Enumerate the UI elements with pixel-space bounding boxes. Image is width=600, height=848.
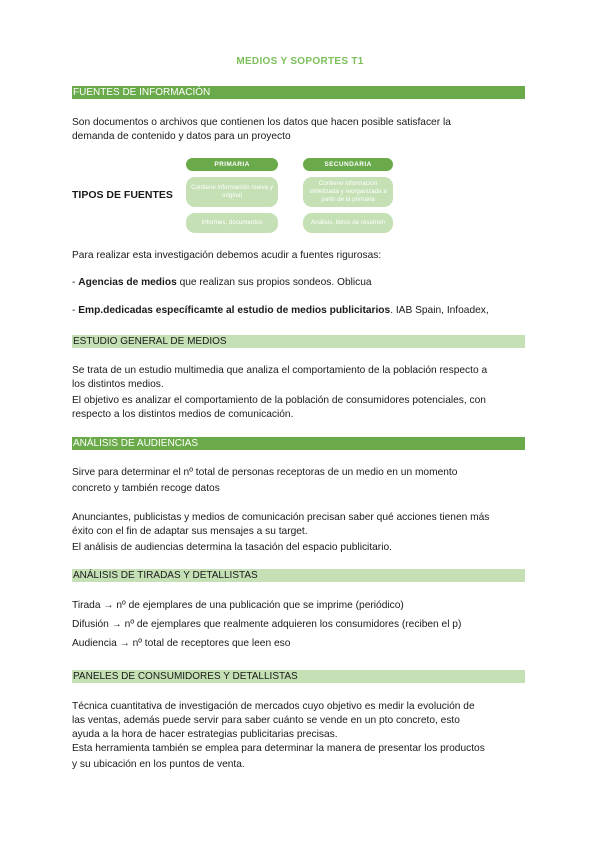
fuentes-intro-line2: demanda de contenido y datos para un proyecto bbox=[72, 131, 291, 142]
fuente-empresas: - Emp.dedicadas específicamte al estudio de medios publicitarios. IAB Spain, Infoadex, bbox=[72, 305, 489, 316]
section-header-audiencias: ANÁLISIS DE AUDIENCIAS bbox=[72, 437, 525, 450]
fuentes-intro-line1: Son documentos o archivos que contienen los datos que hacen posible satisfacer la bbox=[72, 117, 451, 128]
paneles-line1: Técnica cuantitativa de investigación de mercados cuyo objetivo es medir la evolución de bbox=[72, 701, 475, 712]
audiencias-line3: Anunciantes, publicistas y medios de comunicación precisan saber qué acciones tienen más bbox=[72, 512, 490, 523]
section-header-tiradas: ANÁLISIS DE TIRADAS Y DETALLISTAS bbox=[72, 569, 525, 582]
egm-line3: El objetivo es analizar el comportamiento de la población de consumidores potenciales, con bbox=[72, 395, 486, 406]
document-title: MEDIOS Y SOPORTES T1 bbox=[236, 56, 364, 67]
audiencias-line2: concreto y también recoge datos bbox=[72, 483, 220, 494]
audiencias-line4: éxito con el fin de adaptar sus mensajes a su target. bbox=[72, 526, 308, 537]
paneles-line4: Esta herramienta también se emplea para determinar la manera de presentar los productos bbox=[72, 743, 485, 754]
section-header-egm: ESTUDIO GENERAL DE MEDIOS bbox=[72, 335, 525, 348]
primaria-item-2: Informes, documentos bbox=[186, 213, 278, 233]
audiencias-line1: Sirve para determinar el nº total de personas receptoras de un medio en un momento bbox=[72, 467, 458, 478]
paneles-line3: ayuda a la hora de hacer estrategias publicitarias precisas. bbox=[72, 729, 338, 740]
tipos-label: TIPOS DE FUENTES bbox=[72, 189, 173, 201]
section-header-paneles: PANELES DE CONSUMIDORES Y DETALLISTAS bbox=[72, 670, 525, 683]
egm-line4: respecto a los distintos medios de comunicación. bbox=[72, 409, 294, 420]
investigacion-intro: Para realizar esta investigación debemos acudir a fuentes rigurosas: bbox=[72, 250, 382, 261]
section-header-fuentes: FUENTES DE INFORMACIÓN bbox=[72, 86, 525, 99]
tiradas-tirada: Tirada → nº de ejemplares de una publicación que se imprime (periódico) bbox=[72, 600, 404, 611]
secundaria-header: SECUNDARIA bbox=[303, 158, 393, 171]
tiradas-audiencia: Audiencia → nº total de receptores que leen eso bbox=[72, 638, 291, 649]
egm-line1: Se trata de un estudio multimedia que analiza el comportamiento de la población respecto a bbox=[72, 365, 488, 376]
paneles-line5: y su ubicación en los puntos de venta. bbox=[72, 759, 245, 770]
secundaria-item-1: Contiene información sintetizada y reorganizada a partir de la primaria bbox=[303, 177, 393, 207]
secundaria-item-2: Análisis, libros de resumen bbox=[303, 213, 393, 233]
primaria-header: PRIMARIA bbox=[186, 158, 278, 171]
fuente-agencias: - Agencias de medios que realizan sus propios sondeos. Oblicua bbox=[72, 277, 372, 288]
audiencias-line5: El análisis de audiencias determina la tasación del espacio publicitario. bbox=[72, 542, 392, 553]
egm-line2: los distintos medios. bbox=[72, 379, 164, 390]
primaria-item-1: Contiene información nueva y original bbox=[186, 177, 278, 207]
paneles-line2: las ventas, además puede servir para saber cuánto se vende en un pto concreto, esto bbox=[72, 715, 460, 726]
tiradas-difusion: Difusión → nº de ejemplares que realmente adquieren los consumidores (reciben el p) bbox=[72, 619, 462, 630]
